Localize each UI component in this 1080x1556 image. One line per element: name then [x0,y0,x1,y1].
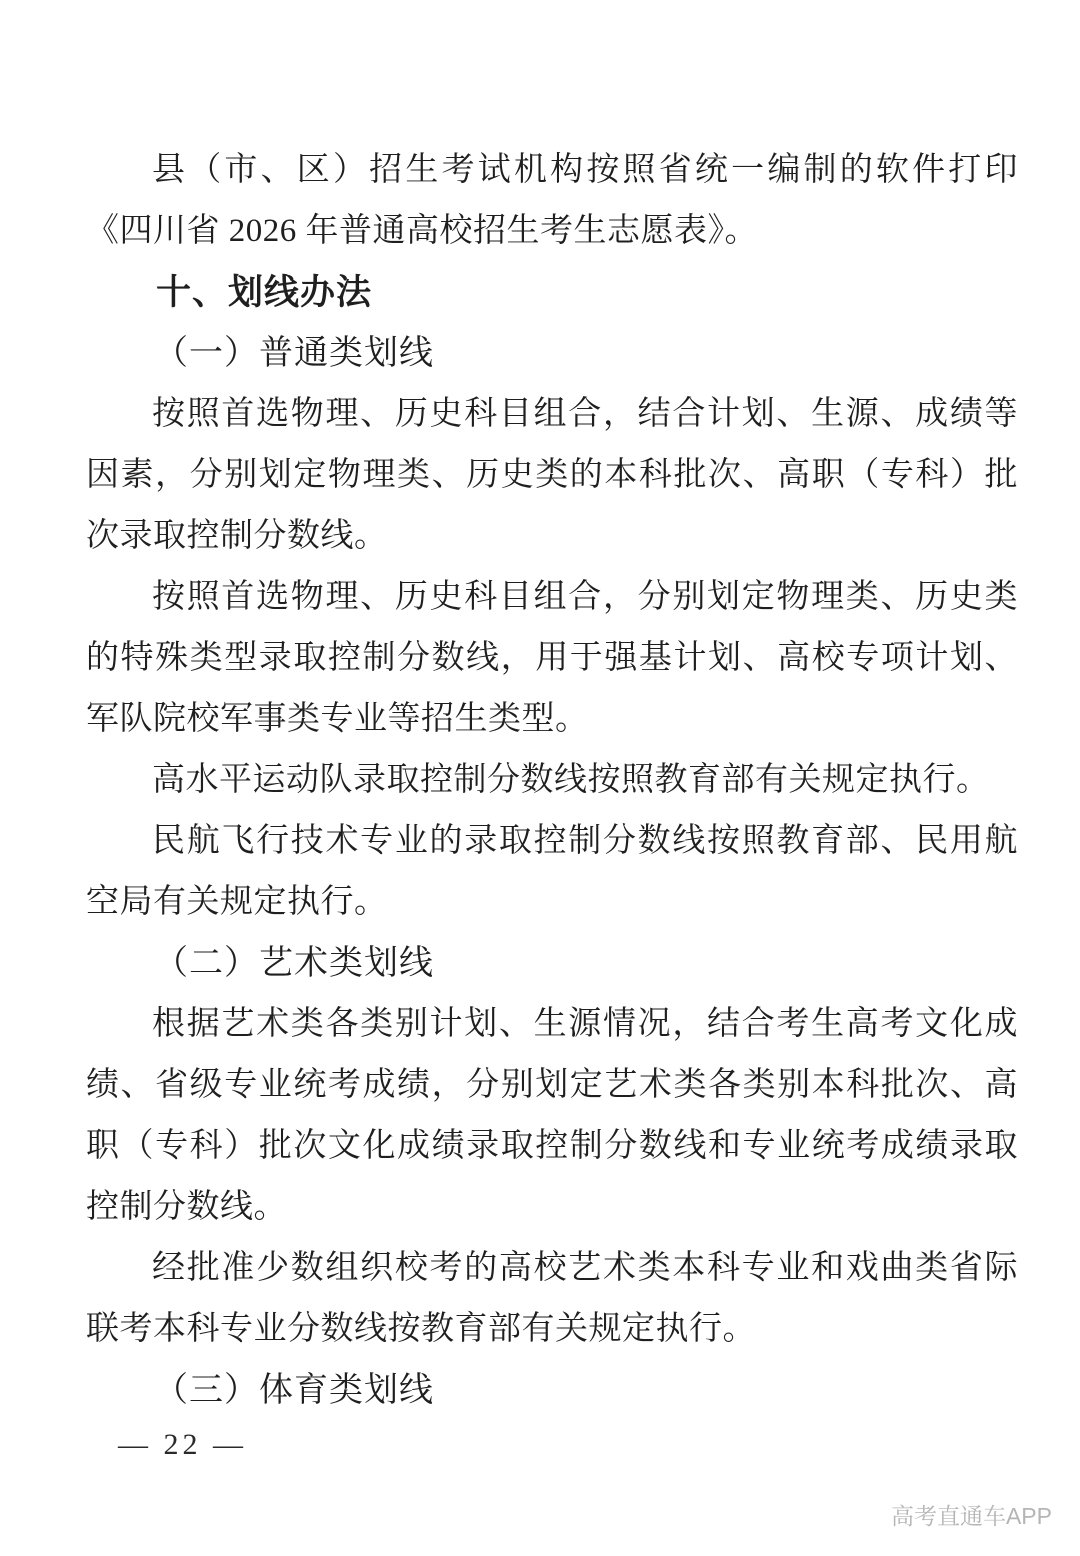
page-number: — 22 — [118,1428,247,1461]
paragraph: 民航飞行技术专业的录取控制分数线按照教育部、民用航空局有关规定执行。 [86,823,1018,920]
paragraph: 按照首选物理、历史科目组合，结合计划、生源、成绩等因素，分别划定物理类、历史类的本科批次、高职（专科）批次录取控制分数线。 [86,396,1018,554]
section-heading: 十、划线办法 [156,273,373,312]
paragraph: 按照首选物理、历史科目组合，分别划定物理类、历史类的特殊类型录取控制分数线，用于强基计划、高校专项计划、军队院校军事类专业等招生类型。 [86,579,1018,737]
subsection-heading: （二）艺术类划线 [154,945,434,982]
paragraph: 经批准少数组织校考的高校艺术类本科专业和戏曲类省际联考本科专业分数线按教育部有关规定执行。 [86,1250,1018,1347]
paragraph: 根据艺术类各类别计划、生源情况，结合考生高考文化成绩、省级专业统考成绩，分别划定艺术类各类别本科批次、高职（专科）批次文化成绩录取控制分数线和专业统考成绩录取控制分数线。 [86,1006,1018,1225]
watermark-app-label: 高考直通车APP [890,1503,1052,1529]
subsection-heading: （三）体育类划线 [154,1372,434,1409]
paragraph: 高水平运动队录取控制分数线按照教育部有关规定执行。 [152,762,990,798]
paragraph: 县（市、区）招生考试机构按照省统一编制的软件打印《四川省 2026 年普通高校招生考生志愿表》。 [86,152,1018,249]
document-text-block [86,140,1018,1421]
subsection-heading: （一）普通类划线 [154,335,434,372]
